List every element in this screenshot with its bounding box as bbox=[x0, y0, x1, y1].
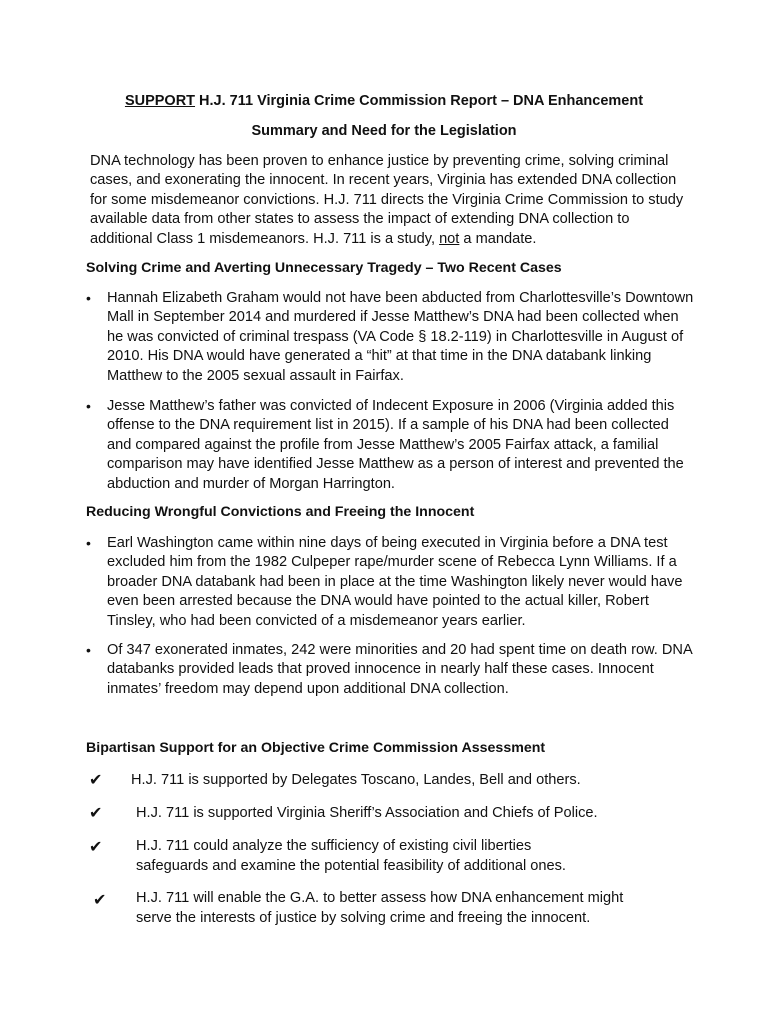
list-item: Jesse Matthew’s father was convicted of Indecent Exposure in 2006 (Virginia added this offense to the DNA requirement list in 2015). If a sample of his DNA had been collected and compared against the profile from Jesse Matthew’s 2005 Fairfax attack, a familial comparison may have identified Jesse Matthew as a person of interest and prevented the abduction and murder of Morgan Harrington. bbox=[107, 398, 684, 492]
list-item: Earl Washington came within nine days of being executed in Virginia before a DNA test excluded him from the 1982 Culpeper rape/murder scene of Rebecca Lynn Williams. If a broader DNA databank had been in place at the time Washington likely never would have even been arrested because the DNA would have pointed to the actual killer, Robert Tinsley, who had been convicted of a misdemeanor years earlier. bbox=[107, 535, 683, 629]
checkmark-icon: ✔ bbox=[89, 805, 103, 822]
bullet-icon: • bbox=[86, 642, 91, 658]
list-item: Of 347 exonerated inmates, 242 were minorities and 20 had spent time on death row. DNA databanks provided leads that proved innocence in nearly half these cases. Innocent inmates’ freedom may depend upon additional DNA collection. bbox=[107, 642, 692, 697]
check-item: H.J. 711 is supported by Delegates Toscano, Landes, Bell and others. bbox=[131, 772, 581, 788]
bullet-icon: • bbox=[86, 290, 91, 306]
title-text: H.J. 711 Virginia Crime Commission Report – DNA Enhancement bbox=[195, 93, 644, 109]
bullet-icon: • bbox=[86, 535, 91, 551]
not-emphasis: not bbox=[439, 230, 460, 247]
section-heading-wrongful-convictions: Reducing Wrongful Convictions and Freeing the Innocent bbox=[86, 504, 475, 520]
section-heading-solving-crime: Solving Crime and Averting Unnecessary Tragedy – Two Recent Cases bbox=[86, 260, 562, 276]
document-title bbox=[0, 91, 768, 111]
checkmark-icon: ✔ bbox=[93, 892, 107, 909]
summary-heading: Summary and Need for the Legislation bbox=[251, 123, 517, 139]
check-item: H.J. 711 will enable the G.A. to better assess how DNA enhancement might serve the interests of justice by solving crime and freeing the innocent. bbox=[136, 890, 624, 926]
check-item: H.J. 711 could analyze the sufficiency of existing civil liberties safeguards and examine the potential feasibility of additional ones. bbox=[136, 838, 566, 874]
intro-text-end: a mandate. bbox=[459, 230, 537, 247]
intro-paragraph bbox=[90, 152, 690, 249]
support-label: SUPPORT bbox=[124, 93, 196, 109]
check-item: H.J. 711 is supported Virginia Sheriff’s Association and Chiefs of Police. bbox=[136, 805, 598, 821]
intro-text: DNA technology has been proven to enhance justice by preventing crime, solving criminal cases, and exonerating the innocent. In recent years, Virginia has extended DNA collection for some misdemeanor convictions. H.J. 711 directs the Virginia Crime Commission to study available data from other states to assess the impact of extending DNA collection to additional Class 1 misdemeanors. H.J. 711 is a study, bbox=[90, 153, 684, 247]
bullet-icon: • bbox=[86, 398, 91, 414]
checkmark-icon: ✔ bbox=[89, 772, 103, 789]
checkmark-icon: ✔ bbox=[89, 839, 103, 856]
section-heading-bipartisan-support: Bipartisan Support for an Objective Crime Commission Assessment bbox=[86, 740, 546, 756]
list-item: Hannah Elizabeth Graham would not have been abducted from Charlottesville’s Downtown Mall in September 2014 and murdered if Jesse Matthew’s DNA had been collected when he was convicted of criminal trespass (VA Code § 18.2-119) in Charlottesville in August of 2010. His DNA would have generated a “hit” at that time in the DNA databank linking Matthew to the 2005 sexual assault in Fairfax. bbox=[107, 290, 694, 384]
